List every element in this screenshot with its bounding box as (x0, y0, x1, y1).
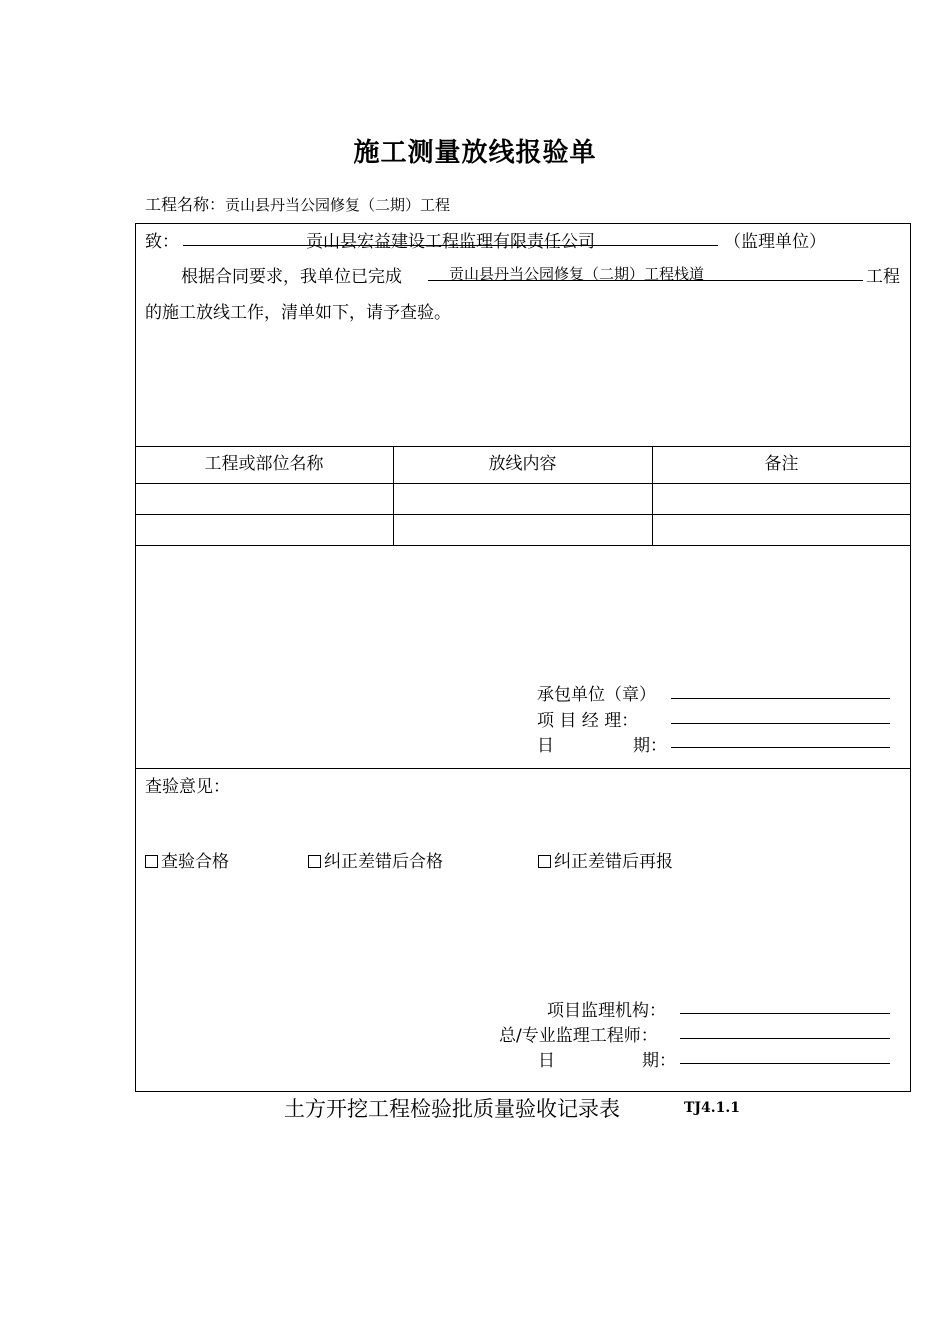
option-qualified[interactable]: 查验合格 (145, 847, 229, 872)
contractor-date-line[interactable] (671, 747, 890, 748)
table-cell-name[interactable] (136, 484, 392, 513)
next-form-title: 土方开挖工程检验批质量验收记录表 (284, 1097, 620, 1121)
next-form-code: TJ4.1.1 (684, 1100, 741, 1116)
inspection-label: 查验意见： (145, 777, 230, 797)
option-corrected-qualified[interactable]: 纠正差错后合格 (308, 847, 443, 872)
supervision-org-line[interactable] (680, 1013, 890, 1014)
project-manager-line[interactable] (671, 723, 890, 724)
supervisor-date-line[interactable] (680, 1063, 890, 1064)
divider-line (135, 446, 911, 447)
table-cell-remark[interactable] (653, 515, 910, 544)
project-name-value: 贡山县丹当公园修复（二期）工程 (225, 196, 451, 214)
supervision-org-label: 项目监理机构： (547, 1001, 666, 1021)
table-cell-remark[interactable] (653, 484, 910, 513)
table-header-name: 工程或部位名称 (204, 454, 324, 474)
to-suffix: （监理单位） (724, 232, 826, 252)
supervising-engineer-line[interactable] (680, 1038, 890, 1039)
project-name-label: 工程名称： (145, 195, 226, 214)
supervisor-date-label-1: 日 (538, 1051, 555, 1071)
table-header-content: 放线内容 (488, 454, 557, 474)
body-line2: 的施工放线工作，清单如下，请予查验。 (145, 303, 451, 323)
body-suffix: 工程 (866, 267, 900, 287)
to-label: 致： (145, 232, 179, 252)
page-title: 施工测量放线报验单 (353, 138, 597, 168)
contractor-date-label-1: 日 (537, 736, 554, 756)
checkbox-icon[interactable] (145, 855, 158, 868)
divider-line (135, 768, 911, 769)
project-name (145, 192, 450, 215)
table-cell-name[interactable] (136, 515, 392, 544)
supervisor-date-label-2: 期： (642, 1051, 676, 1071)
option-corrected-resubmit[interactable]: 纠正差错后再报 (538, 847, 673, 872)
project-manager-label: 项 目 经 理： (537, 711, 639, 731)
form-frame (135, 223, 911, 1092)
divider-line (135, 545, 911, 546)
supervisor-company: 贡山县宏益建设工程监理有限责任公司 (306, 232, 595, 252)
body-project: 贡山县丹当公园修复（二期）工程栈道 (449, 265, 705, 283)
body-prefix: 根据合同要求，我单位已完成 (181, 267, 402, 287)
table-header-remark: 备注 (764, 454, 799, 474)
supervising-engineer-label: 总/专业监理工程师： (499, 1026, 658, 1046)
checkbox-icon[interactable] (308, 855, 321, 868)
contractor-date-label-2: 期： (633, 736, 667, 756)
table-cell-content[interactable] (394, 515, 651, 544)
contractor-unit-line[interactable] (671, 698, 890, 699)
table-cell-content[interactable] (394, 484, 651, 513)
contractor-unit-label: 承包单位（章） (537, 685, 656, 705)
checkbox-icon[interactable] (538, 855, 551, 868)
